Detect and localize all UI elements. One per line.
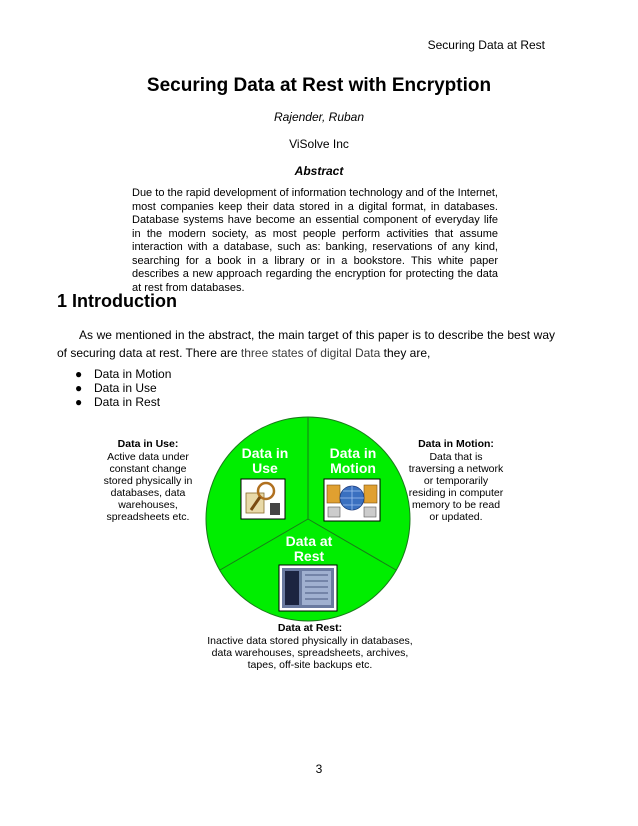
- caption-use-line: Active data under: [107, 451, 189, 463]
- caption-rest-title: Data at Rest:: [277, 622, 343, 634]
- caption-motion-title: Data in Motion:: [418, 438, 494, 450]
- states-link[interactable]: three states of digital Data: [240, 346, 381, 360]
- wedge-use-label-2: Use: [252, 460, 278, 476]
- magnifier-icon: [241, 479, 285, 519]
- bullet-icon: ●: [75, 367, 83, 381]
- page-number: 3: [315, 762, 323, 776]
- caption-use-line: spreadsheets etc.: [106, 511, 190, 523]
- bullet-icon: ●: [75, 395, 83, 409]
- authors: Rajender, Ruban: [273, 110, 365, 124]
- caption-rest-line: data warehouses, spreadsheets, archives,: [211, 647, 409, 659]
- abstract-heading: Abstract: [294, 164, 344, 178]
- section-heading: 1 Introduction: [57, 291, 177, 311]
- caption-motion-line: Data that is: [429, 451, 483, 463]
- intro-text-start: As we mentioned in the abstract, the main target of this paper is to describe the best way of securing data at rest. There are: [57, 328, 555, 360]
- running-header: Securing Data at Rest: [427, 38, 545, 52]
- wedge-motion-label-2: Motion: [330, 460, 376, 476]
- intro-paragraph: [57, 326, 555, 362]
- caption-use-line: databases, data: [110, 487, 186, 499]
- caption-rest-line: tapes, off-site backups etc.: [247, 659, 373, 671]
- caption-use-line: warehouses,: [118, 499, 178, 511]
- paper-title: Securing Data at Rest with Encryption: [146, 75, 492, 96]
- caption-motion-line: traversing a network: [408, 463, 504, 475]
- intro-text-end: they are,: [380, 346, 431, 360]
- caption-use-title: Data in Use:: [117, 438, 179, 450]
- wedge-use-label-1: Data in: [241, 445, 289, 461]
- data-states-diagram: [96, 415, 526, 680]
- bullet-icon: ●: [75, 381, 83, 395]
- caption-motion-line: residing in computer: [408, 487, 504, 499]
- caption-use-line: stored physically in: [103, 475, 193, 487]
- wedge-rest-label-2: Rest: [293, 548, 325, 564]
- list-item: ● Data in Motion: [75, 367, 172, 381]
- abstract-body: Due to the rapid development of information technology and of the Internet, most companies keep their data stored in a digital format, in databases. Database systems have become an essential component of everyday life in the modern society, as most people perform activities that assume interaction with a database, such as: banking, reservations of any kind, searching for a book in a library or in a bookstore. This white paper describes a new approach regarding the encryption for protecting the data at rest from databases.: [132, 187, 498, 294]
- list-item: ● Data in Rest: [75, 395, 161, 409]
- caption-motion-line: or updated.: [429, 511, 483, 523]
- organization: ViSolve Inc: [289, 137, 349, 151]
- caption-rest-line: Inactive data stored physically in databases,: [207, 635, 413, 647]
- wedge-motion-label-1: Data in: [329, 445, 377, 461]
- states-list: [75, 367, 171, 409]
- list-item: ● Data in Use: [75, 381, 157, 395]
- server-icon: [279, 565, 337, 611]
- caption-motion-line: or temporarily: [423, 475, 489, 487]
- caption-motion-line: memory to be read: [411, 499, 501, 511]
- wedge-rest-label-1: Data at: [285, 533, 333, 549]
- network-icon: [324, 479, 380, 521]
- caption-use-line: constant change: [109, 463, 187, 475]
